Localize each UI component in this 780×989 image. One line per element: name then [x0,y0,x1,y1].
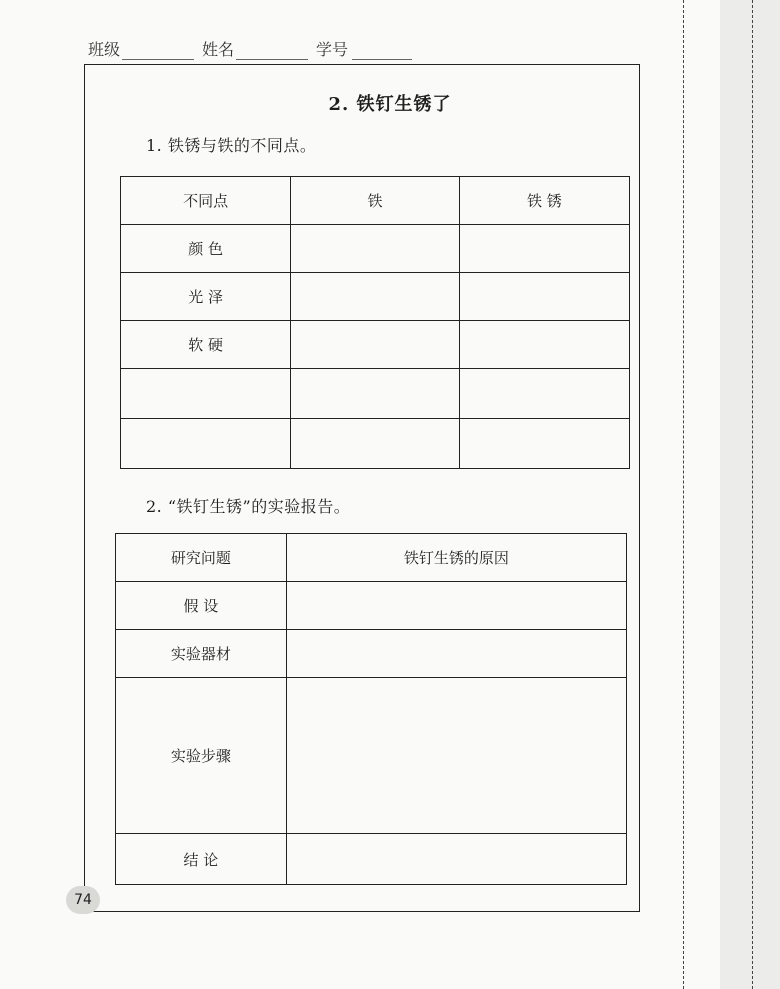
table-row [121,273,630,321]
name-blank[interactable] [236,45,308,60]
row-label-luster: 光 泽 [121,273,291,321]
hypothesis-cell[interactable] [286,582,626,630]
table-row [116,678,627,834]
student-info-header [88,38,412,60]
table-row [116,582,627,630]
blank-iron-cell[interactable] [291,419,459,469]
number-blank[interactable] [352,45,412,60]
name-label: 姓名 [202,40,235,59]
conclusion-cell[interactable] [286,834,626,885]
research-question-value: 铁钉生锈的原因 [286,534,626,582]
table-row [121,225,630,273]
page-number: 74 [66,886,100,914]
table-row [116,630,627,678]
iron-color-cell[interactable] [291,225,459,273]
table-row [121,419,630,469]
experiment-report-table [115,533,627,885]
table-header-row [121,177,630,225]
cut-line [683,0,684,989]
table-row [121,369,630,419]
procedure-cell[interactable] [286,678,626,834]
table-row [116,534,627,582]
cut-line-edge [752,0,753,989]
label-research-question: 研究问题 [116,534,287,582]
header-cell-rust: 铁 锈 [459,177,629,225]
blank-label-cell[interactable] [121,369,291,419]
page-title: 2. 铁钉生锈了 [328,94,452,115]
iron-hardness-cell[interactable] [291,321,459,369]
header-cell-iron: 铁 [291,177,459,225]
blank-rust-cell[interactable] [459,369,629,419]
rust-hardness-cell[interactable] [459,321,629,369]
question-1: 1. 铁锈与铁的不同点。 [146,136,317,155]
label-conclusion: 结 论 [116,834,287,885]
number-label: 学号 [316,40,349,59]
blank-label-cell[interactable] [121,419,291,469]
label-hypothesis: 假 设 [116,582,287,630]
row-label-hardness: 软 硬 [121,321,291,369]
comparison-table [120,176,630,469]
rust-luster-cell[interactable] [459,273,629,321]
class-blank[interactable] [122,45,194,60]
question-2: 2. “铁钉生锈”的实验报告。 [146,497,351,516]
adjacent-page-strip [720,0,780,989]
class-label: 班级 [88,40,121,59]
materials-cell[interactable] [286,630,626,678]
iron-luster-cell[interactable] [291,273,459,321]
label-procedure: 实验步骤 [116,678,287,834]
label-materials: 实验器材 [116,630,287,678]
table-row [116,834,627,885]
row-label-color: 颜 色 [121,225,291,273]
rust-color-cell[interactable] [459,225,629,273]
header-cell-difference: 不同点 [121,177,291,225]
blank-rust-cell[interactable] [459,419,629,469]
blank-iron-cell[interactable] [291,369,459,419]
table-row [121,321,630,369]
